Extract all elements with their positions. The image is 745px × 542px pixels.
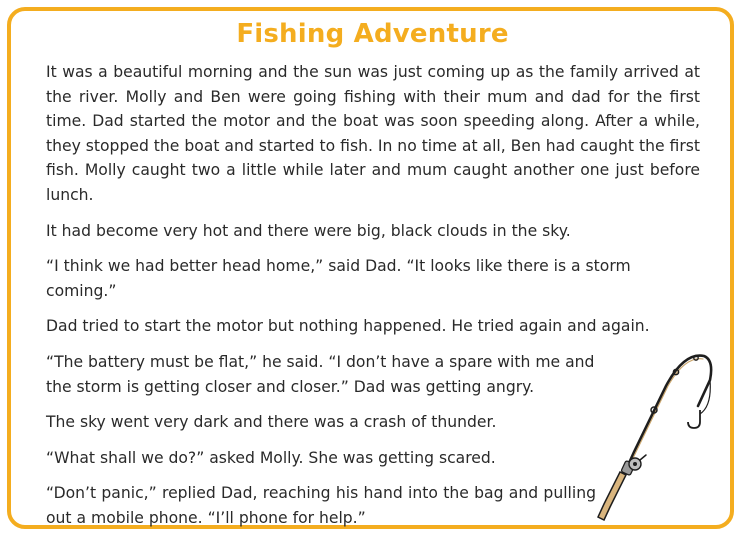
page-title: Fishing Adventure xyxy=(236,19,509,49)
story-paragraph: “Don’t panic,” replied Dad, reaching his hand into the bag and pulling out a mobile phone. “I’ll phone for help.” xyxy=(46,484,596,527)
story-paragraph: “The battery must be flat,” he said. “I don’t have a spare with me and the storm is getting closer and closer.” Dad was getting angry. xyxy=(46,352,595,396)
fishing-rod-icon xyxy=(596,344,720,524)
story-paragraph: It was a beautiful morning and the sun was just coming up as the family arrived at the river. Molly and Ben were going fishing with their mum and dad for the first time. Dad started the motor and the boat was soon speeding along. After a while, they stopped the boat and started to fish. In no time at all, Ben had caught the first fish. Molly caught two a little while later and mum caught another one just before lunch. xyxy=(46,63,700,204)
story-paragraph: Dad tried to start the motor but nothing happened. He tried again and again. xyxy=(46,317,650,336)
story-paragraph: “What shall we do?” asked Molly. She was getting scared. xyxy=(46,448,496,467)
story-paragraph: “I think we had better head home,” said Dad. “It looks like there is a storm coming.” xyxy=(46,257,631,300)
story-paragraph: It had become very hot and there were big, black clouds in the sky. xyxy=(46,221,571,240)
story-paragraph: The sky went very dark and there was a crash of thunder. xyxy=(46,413,497,432)
